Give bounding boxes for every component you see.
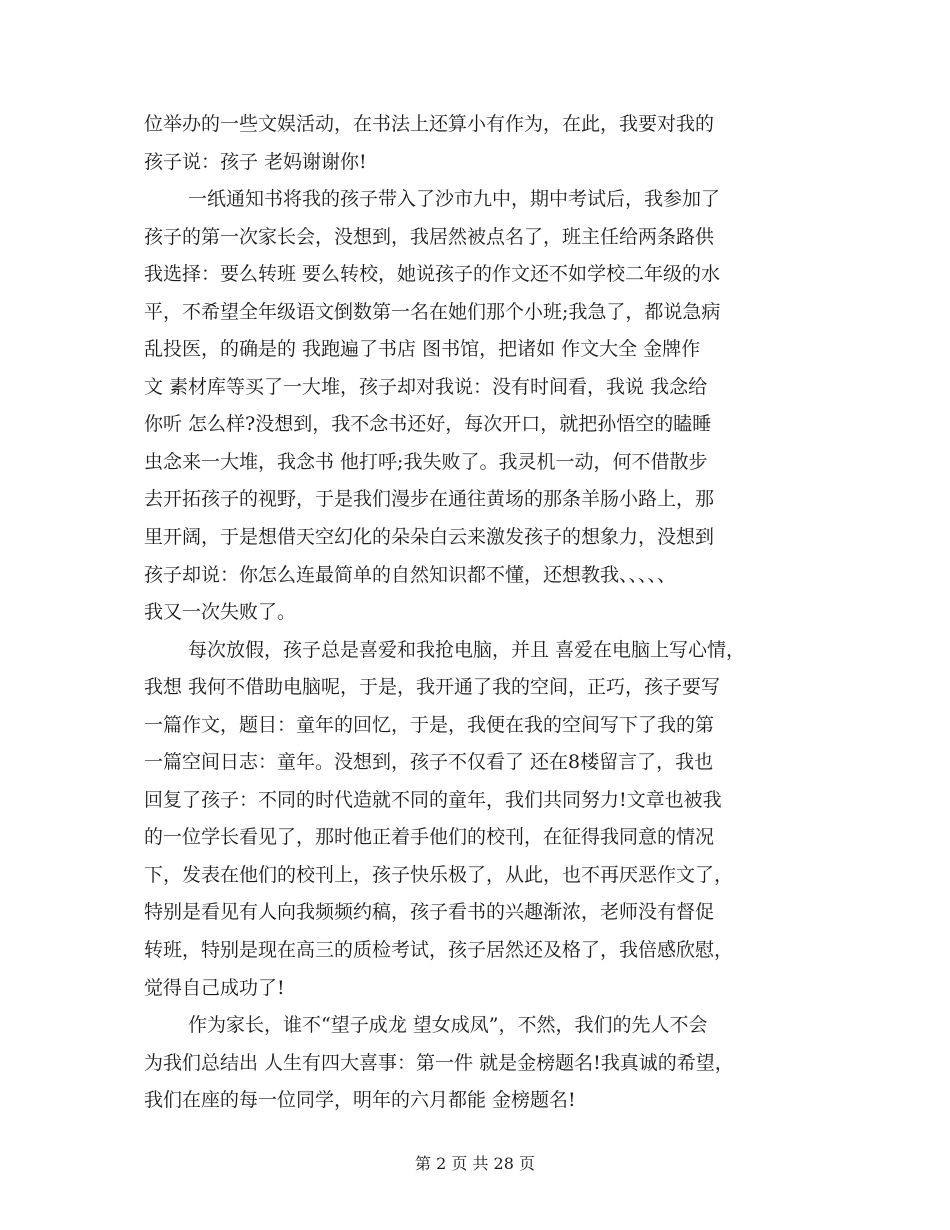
text-line: 虫念来一大堆，我念书 他打呼;我失败了。我灵机一动，何不借散步 — [144, 450, 708, 473]
text-line: 乱投医，的确是的 我跑遍了书店 图书馆，把诸如 作文大全 金牌作 — [144, 338, 701, 361]
paragraph-start-line: 每次放假，孩子总是喜爱和我抢电脑，并且 喜爱在电脑上写心情， — [188, 638, 746, 661]
paragraph-start-line: 一纸通知书将我的孩子带入了沙市九中，期中考试后，我参加了 — [188, 188, 721, 211]
paragraph-start-line: 作为家长，谁不“望子成龙 望女成凤”，不然，我们的先人不会 — [188, 1014, 708, 1037]
text-line: 里开阔，于是想借天空幻化的朵朵白云来激发孩子的想象力，没想到 — [144, 526, 715, 549]
text-line: 我选择：要么转班 要么转校，她说孩子的作文还不如学校二年级的水 — [144, 263, 721, 286]
page-number-footer: 第 2 页 共 28 页 — [415, 1154, 535, 1173]
text-line: 为我们总结出 人生有四大喜事：第一件 就是金榜题名!我真诚的希望， — [144, 1051, 734, 1074]
text-line: 下，发表在他们的校刊上，孩子快乐极了，从此，也不再厌恶作文了， — [144, 863, 734, 886]
text-line: 一篇空间日志：童年。没想到，孩子不仅看了 还在8楼留言了，我也 — [144, 751, 714, 774]
text-line: 文 素材库等买了一大堆，孩子却对我说：没有时间看，我说 我念给 — [144, 375, 708, 398]
text-line: 特别是看见有人向我频频约稿，孩子看书的兴趣渐浓，老师没有督促 — [144, 901, 715, 924]
text-line: 我又一次失败了。 — [144, 601, 297, 624]
text-line: 孩子的第一次家长会，没想到，我居然被点名了，班主任给两条路供 — [144, 225, 715, 248]
text-line: 位举办的一些文娱活动，在书法上还算小有作为，在此，我要对我的 — [144, 113, 715, 135]
text-line: 平，不希望全年级语文倒数第一名在她们那个小班;我急了，都说急病 — [144, 300, 721, 323]
body-text — [144, 106, 824, 1120]
text-line: 转班，特别是现在高三的质检考试，孩子居然还及格了，我倍感欣慰， — [144, 939, 734, 962]
text-line: 觉得自己成功了! — [144, 976, 285, 999]
text-line: 我们在座的每一位同学，明年的六月都能 金榜题名! — [144, 1089, 576, 1112]
text-line: 回复了孩子：不同的时代造就不同的童年，我们共同努力!文章也被我 — [144, 788, 722, 811]
text-line: 一篇作文，题目：童年的回忆，于是，我便在我的空间写下了我的第 — [144, 713, 715, 736]
text-line: 的一位学长看见了，那时他正着手他们的校刊，在征得我同意的情况 — [144, 826, 715, 849]
text-line: 你听 怎么样?没想到，我不念书还好，每次开口，就把孙悟空的瞌睡 — [144, 413, 712, 436]
text-line: 孩子却说：你怎么连最简单的自然知识都不懂，还想教我、、、、、 — [144, 563, 677, 586]
text-line: 去开拓孩子的视野，于是我们漫步在通往黄场的那条羊肠小路上，那 — [144, 488, 715, 511]
text-line: 我想 我何不借助电脑呢，于是，我开通了我的空间，正巧，孩子要写 — [144, 676, 721, 699]
text-line: 孩子说：孩子 老妈谢谢你! — [144, 150, 367, 173]
